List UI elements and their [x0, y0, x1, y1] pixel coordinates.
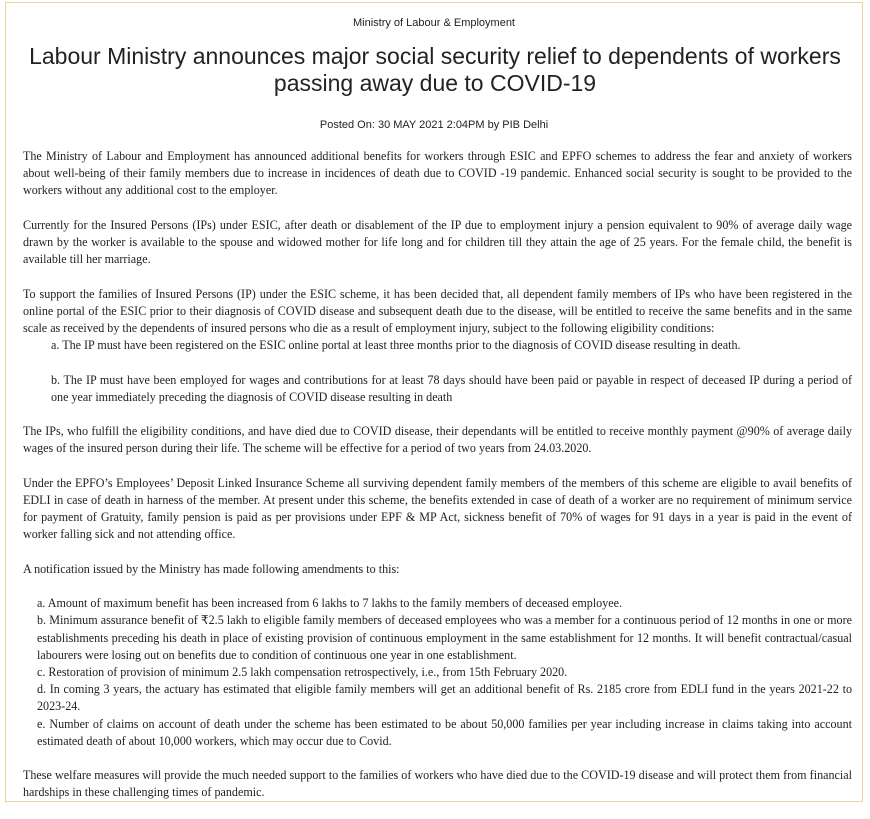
amendment-c: c. Restoration of provision of minimum 2.5 lakh compensation retrospectively, i.e., from 15th February 2020. — [37, 664, 568, 679]
condition-b: b. The IP must have been employed for wages and contributions for at least 78 days should have been paid or payable in respect of deceased IP during a period of one year immediately preceding the diagnosis of COVID disease resulting in death — [51, 372, 852, 404]
paragraph-intro: The Ministry of Labour and Employment has announced additional benefits for workers through ESIC and EPFO schemes to address the fear and anxiety of workers about well-being of their family members due to increase in incidences of death due to COVID -19 pandemic. Enhanced social security is sought to be provided to the workers without any additional cost to the employer. — [23, 149, 852, 198]
amendment-b: b. Minimum assurance benefit of ₹2.5 lakh to eligible family members of deceased employees who was a member for a continuous period of 12 months in one or more establishments preceding his death in place of existing provision of continuous employment in the same establishment for 12 months. It will benefit contractual/casual labourers were losing out on benefits due to condition of continuous one year in one establishment. — [37, 613, 852, 662]
paragraph-esic-support: To support the families of Insured Persons (IP) under the ESIC scheme, it has been decided that, all dependent family members of IPs who have been registered in the online portal of the ESIC prior to their diagnosis of COVID disease and subsequent death due to the disease, will be entitled to receive the same benefits and in the same scale as received by the dependents of insured persons who die as a result of employment injury, subject to the following eligibility conditions: — [23, 286, 852, 335]
ministry-label: Ministry of Labour & Employment — [352, 17, 515, 29]
posted-on-line: Posted On: 30 MAY 2021 2:04PM by PIB Delhi — [319, 119, 549, 131]
amendment-a: a. Amount of maximum benefit has been increased from 6 lakhs to 7 lakhs to the family members of deceased employee. — [37, 596, 623, 611]
paragraph-conclusion: These welfare measures will provide the much needed support to the families of workers who have died due to the COVID-19 disease and will protect them from financial hardships in these challenging times of pandemic. — [23, 768, 852, 800]
amendment-e: e. Number of claims on account of death under the scheme has been estimated to be about 50,000 families per year including increase in claims taking into account estimated death of about 10,000 workers, which may occur due to Covid. — [37, 716, 852, 748]
amendments-list — [23, 595, 852, 750]
paragraph-edli: Under the EPFO’s Employees’ Deposit Linked Insurance Scheme all surviving dependent family members of the members of this scheme are eligible to avail benefits of EDLI in case of death in harness of the member. At present under this scheme, the benefits extended in case of death of a worker are no requirement of minimum service for payment of Gratuity, family pension is paid as per provisions under EPF & MP Act, sickness benefit of 70% of wages for 91 days in a year is paid in the event of worker falling sick and not attending office. — [23, 475, 852, 542]
release-body — [23, 148, 852, 819]
paragraph-eligibility: The IPs, who fulfill the eligibility conditions, and have died due to COVID disease, their dependants will be entitled to receive monthly payment @90% of average daily wages of the insured person during their life. The scheme will be effective for a period of two years from 24.03.2020. — [23, 424, 852, 456]
press-release-frame — [5, 2, 863, 802]
condition-a: a. The IP must have been registered on the ESIC online portal at least three months prior to the diagnosis of COVID disease resulting in death. — [51, 338, 741, 353]
paragraph-notification: A notification issued by the Ministry has made following amendments to this: — [23, 561, 400, 576]
paragraph-esic-current: Currently for the Insured Persons (IPs) under ESIC, after death or disablement of the IP due to employment injury a pension equivalent to 90% of average daily wage drawn by the worker is available to the spouse and widowed mother for life long and for children till they attain the age of 25 years. For the female child, the benefit is available till her marriage. — [23, 217, 852, 267]
amendment-d: d. In coming 3 years, the actuary has estimated that eligible family members will get an additional benefit of Rs. 2185 crore from EDLI fund in the years 2021-22 to 2023-24. — [37, 682, 852, 714]
page-title: Labour Ministry announces major social security relief to dependents of workers passing away due to COVID-19 — [29, 43, 841, 96]
